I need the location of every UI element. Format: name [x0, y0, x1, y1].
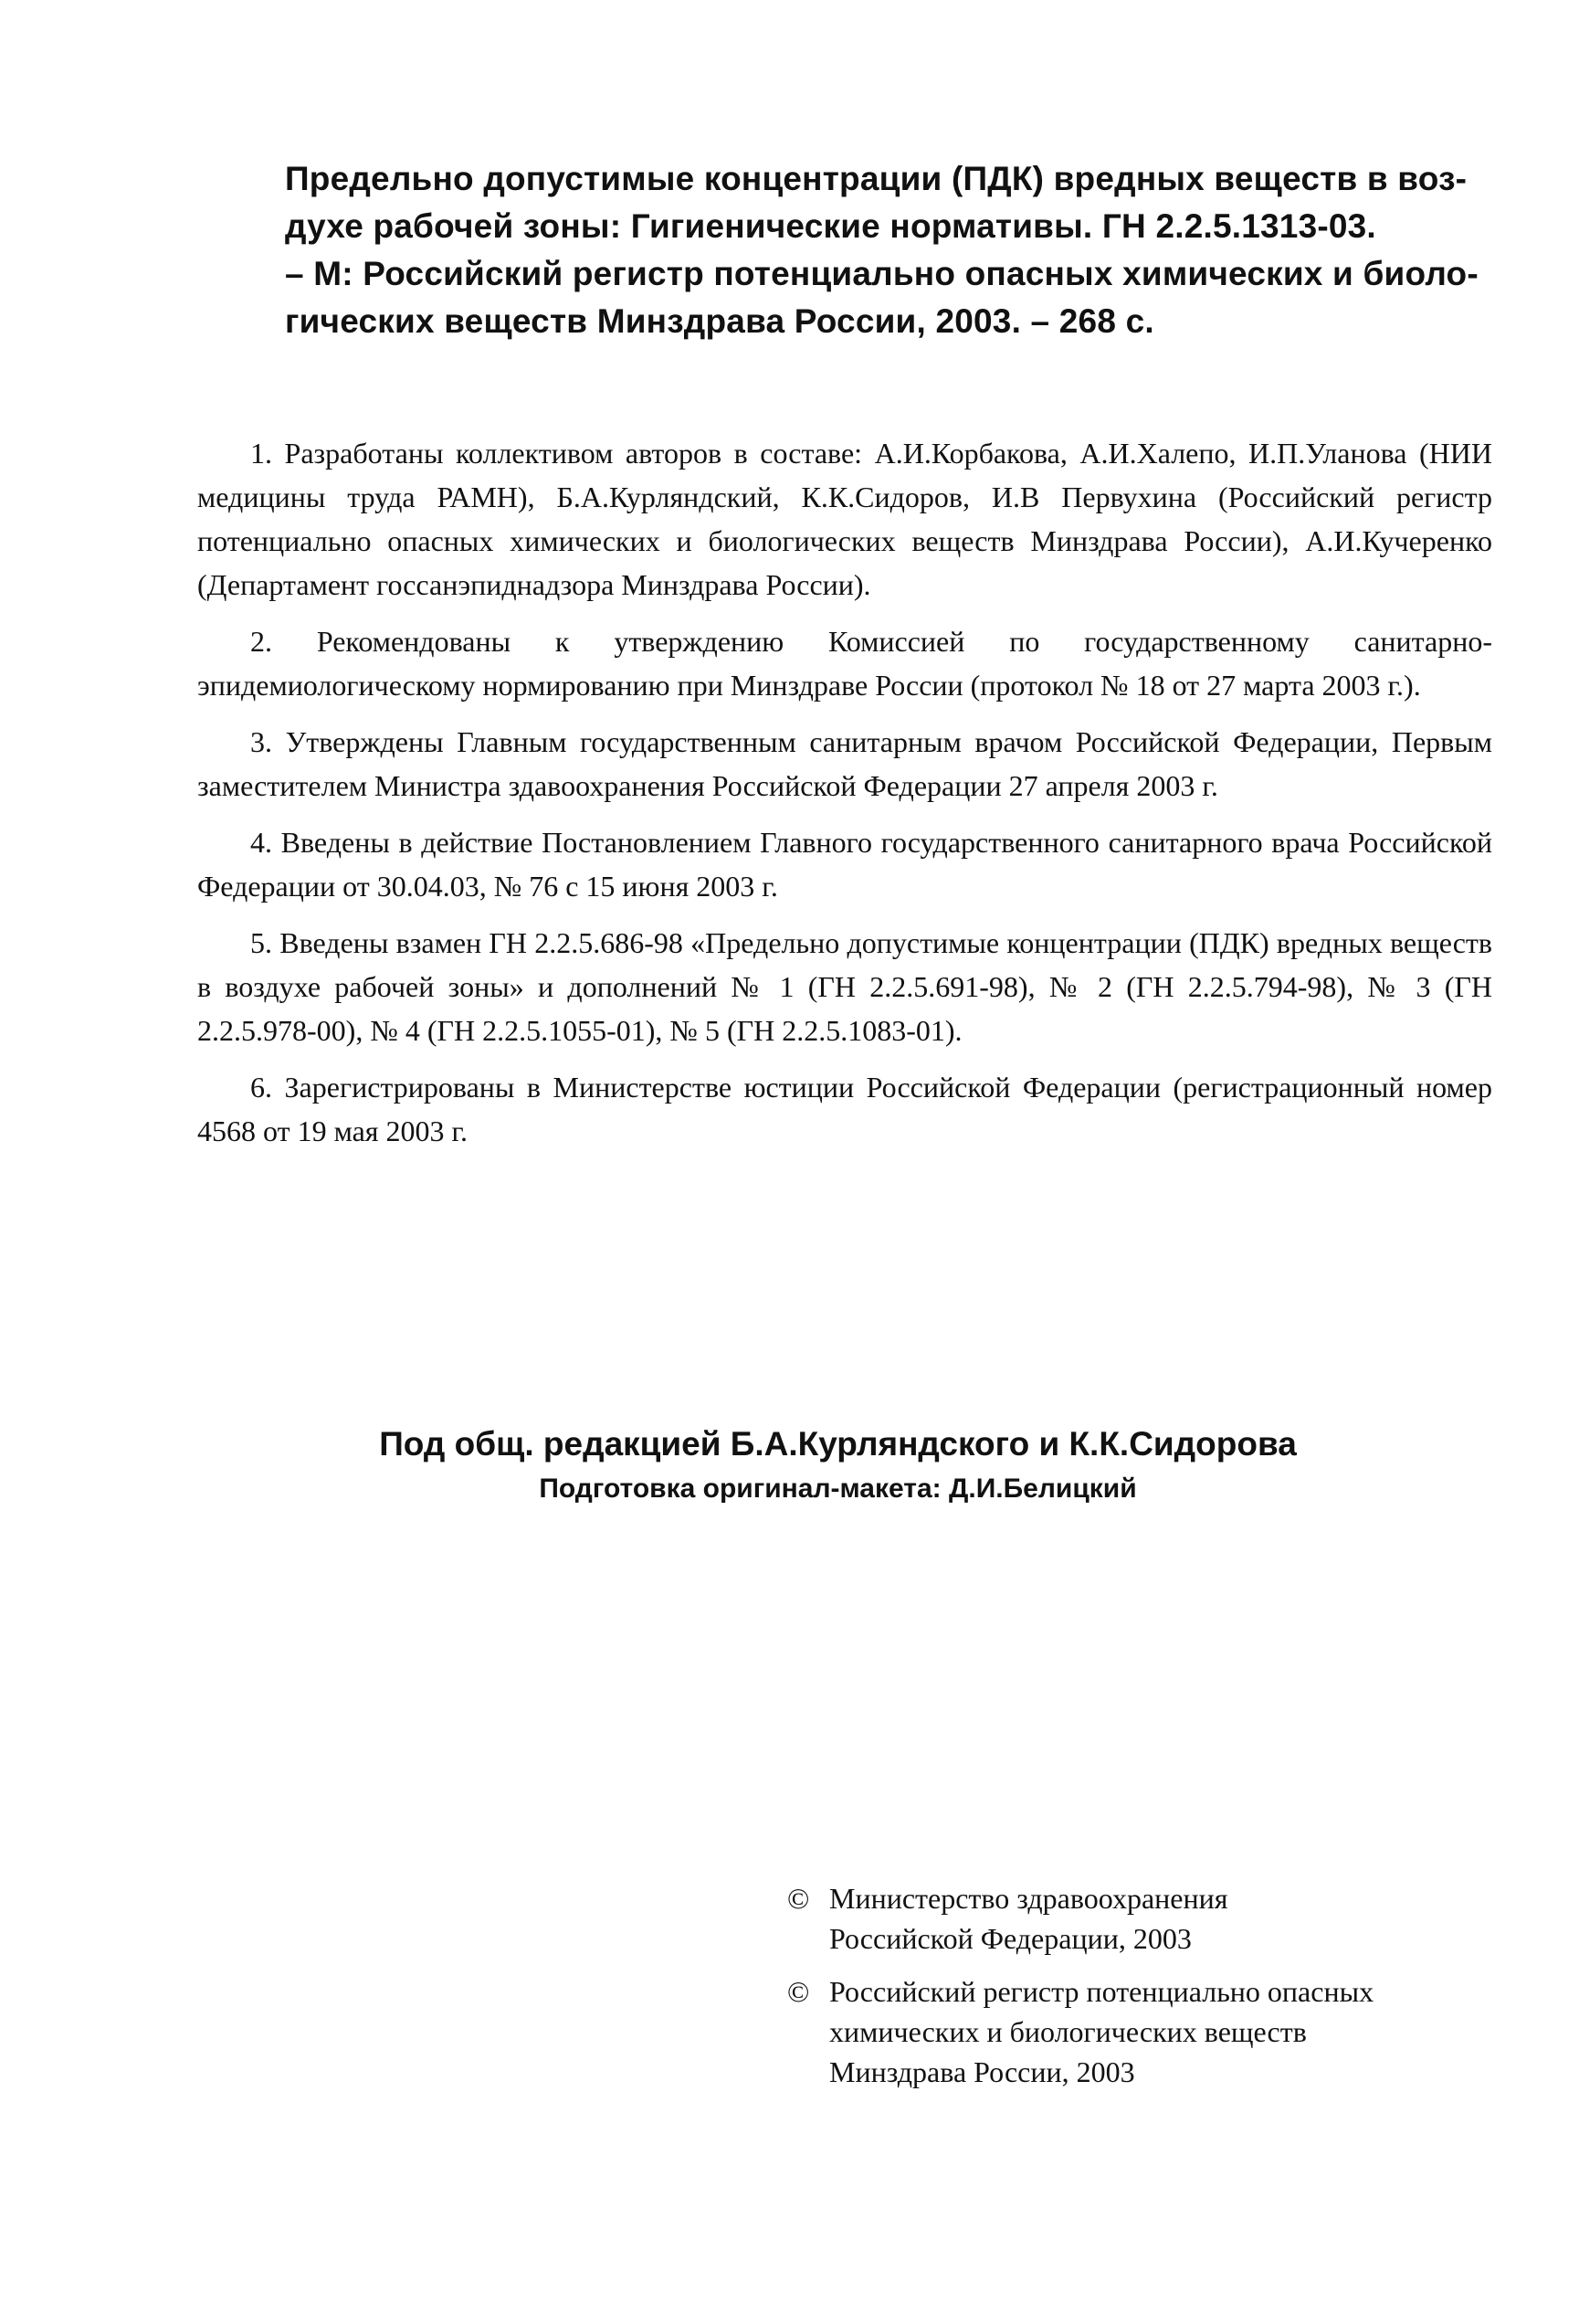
copyright-line: Российский регистр потенциально опасных	[829, 1975, 1374, 2008]
bibliography-line: духе рабочей зоны: Гигиенические нормативы. ГН 2.2.5.1313-03.	[285, 207, 1376, 245]
copyright-line: Министерство здравоохранения	[829, 1882, 1228, 1915]
editors-block	[0, 1421, 1579, 1509]
bibliography-line: Предельно допустимые концентрации (ПДК) вредных веществ в воз-	[285, 160, 1468, 197]
copyright-register	[787, 1971, 1500, 2092]
general-editors: Под общ. редакцией Б.А.Курляндского и К.К.Сидорова	[379, 1425, 1297, 1463]
copyright-symbol: ©	[787, 1975, 810, 2008]
note-developed-by: 1. Разработаны коллективом авторов в составе: А.И.Корбакова, А.И.Халепо, И.П.Уланова (НИИ медицины труда РАМН), Б.А.Курляндский, К.К.Сидоров, И.В Первухина (Российский регистр потенциально опасных химических и биологических веществ Минздрава России), А.И.Кучеренко (Департамент госсанэпиднадзора Минздрава России).	[197, 437, 1492, 601]
layout-preparation: Подготовка оригинал-макета: Д.И.Белицкий	[539, 1474, 1137, 1504]
note-recommended: 2. Рекомендованы к утверждению Комиссией по государственному санитарно-эпидемиологическому нормированию при Минздраве России (протокол № 18 от 27 марта 2003 г.).	[197, 625, 1492, 702]
note-replaces: 5. Введены взамен ГН 2.2.5.686-98 «Предельно допустимые концентрации (ПДК) вредных веществ в воздухе рабочей зоны» и дополнений № 1 (ГН 2.2.5.691-98), № 2 (ГН 2.2.5.794-98), № 3 (ГН 2.2.5.978-00), № 4 (ГН 2.2.5.1055-01), № 5 (ГН 2.2.5.1083-01).	[197, 926, 1492, 1047]
note-approved: 3. Утверждены Главным государственным санитарным врачом Российской Федерации, Первым заместителем Министра здавоохранения Российской Федерации 27 апреля 2003 г.	[197, 725, 1492, 802]
note-registered: 6. Зарегистрированы в Министерстве юстиции Российской Федерации (регистрационный номер 4568 от 19 мая 2003 г.	[197, 1071, 1492, 1147]
copyright-line: Российской Федерации, 2003	[829, 1922, 1192, 1955]
bibliography-line: гических веществ Минздрава России, 2003. – 268 с.	[285, 302, 1154, 340]
bibliographic-reference	[285, 155, 1500, 345]
note-enacted: 4. Введены в действие Постановлением Главного государственного санитарного врача Российской Федерации от 30.04.03, № 76 с 15 июня 2003 г.	[197, 826, 1492, 903]
copyright-line: Минздрава России, 2003	[829, 2055, 1135, 2088]
publication-notes	[197, 431, 1492, 1166]
copyright-line: химических и биологических веществ	[829, 2015, 1307, 2048]
copyright-symbol: ©	[787, 1882, 810, 1915]
copyright-ministry	[787, 1878, 1500, 1959]
bibliography-line: – М: Российский регистр потенциально опасных химических и биоло-	[285, 255, 1479, 292]
copyright-block	[787, 1878, 1500, 2105]
